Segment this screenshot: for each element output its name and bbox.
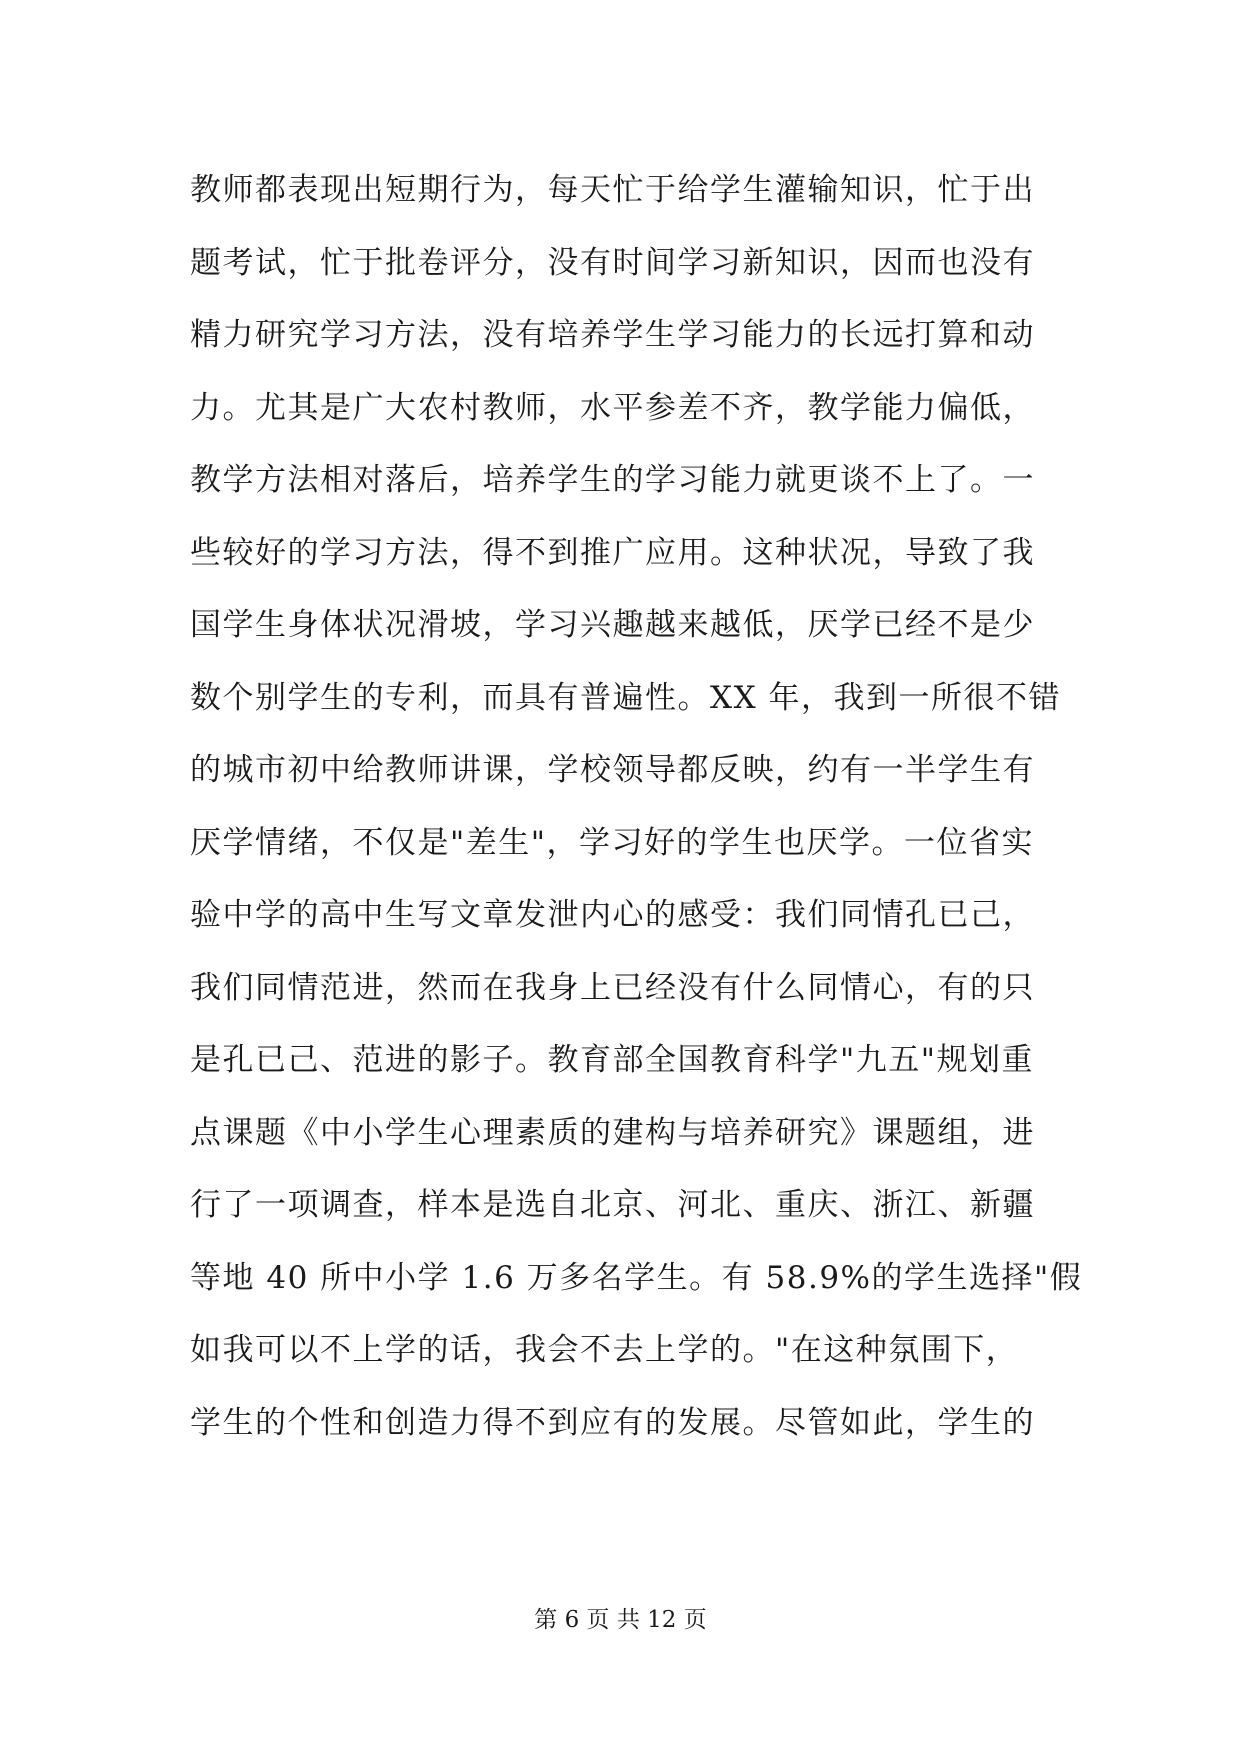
text-line: 点课题《中小学生心理素质的建构与培养研究》课题组，进	[190, 1114, 1035, 1151]
text-line: 教师都表现出短期行为，每天忙于给学生灌输知识，忙于出	[190, 172, 1035, 208]
text-line: 是孔已己、范进的影子。教育部全国教育科学"九五"规划重	[190, 1042, 1035, 1078]
text-line: 学生的个性和创造力得不到应有的发展。尽管如此，学生的	[190, 1404, 1035, 1441]
text-line: 教学方法相对落后，培养学生的学习能力就更谈不上了。一	[190, 462, 1035, 498]
text-line: 国学生身体状况滑坡，学习兴趣越来越低，厌学已经不是少	[190, 607, 1035, 643]
text-line: 精力研究学习方法，没有培养学生学习能力的长远打算和动	[190, 317, 1035, 353]
page-footer: 第 6 页 共 12 页	[534, 1607, 707, 1633]
text-line: 我们同情范进，然而在我身上已经没有什么同情心，有的只	[190, 969, 1035, 1006]
text-line: 行了一项调查，样本是选自北京、河北、重庆、浙江、新疆	[190, 1187, 1035, 1223]
text-line: 题考试，忙于批卷评分，没有时间学习新知识，因而也没有	[190, 244, 1035, 281]
text-line: 些较好的学习方法，得不到推广应用。这种状况，导致了我	[190, 534, 1035, 571]
body-text	[190, 160, 1090, 1465]
text-line: 力。尤其是广大农村教师，水平参差不齐，教学能力偏低，	[190, 389, 1035, 426]
text-line: 验中学的高中生写文章发泄内心的感受：我们同情孔已己，	[190, 897, 1035, 933]
text-line: 如我可以不上学的话，我会不去上学的。"在这种氛围下，	[190, 1332, 1019, 1368]
text-line: 等地 40 所中小学 1.6 万多名学生。有 58.9%的学生选择"假	[190, 1259, 1083, 1296]
text-line: 数个别学生的专利，而具有普遍性。XX 年，我到一所很不错	[190, 679, 1061, 716]
text-line: 厌学情绪，不仅是"差生"，学习好的学生也厌学。一位省实	[190, 824, 1035, 861]
text-line: 的城市初中给教师讲课，学校领导都反映，约有一半学生有	[190, 752, 1035, 788]
